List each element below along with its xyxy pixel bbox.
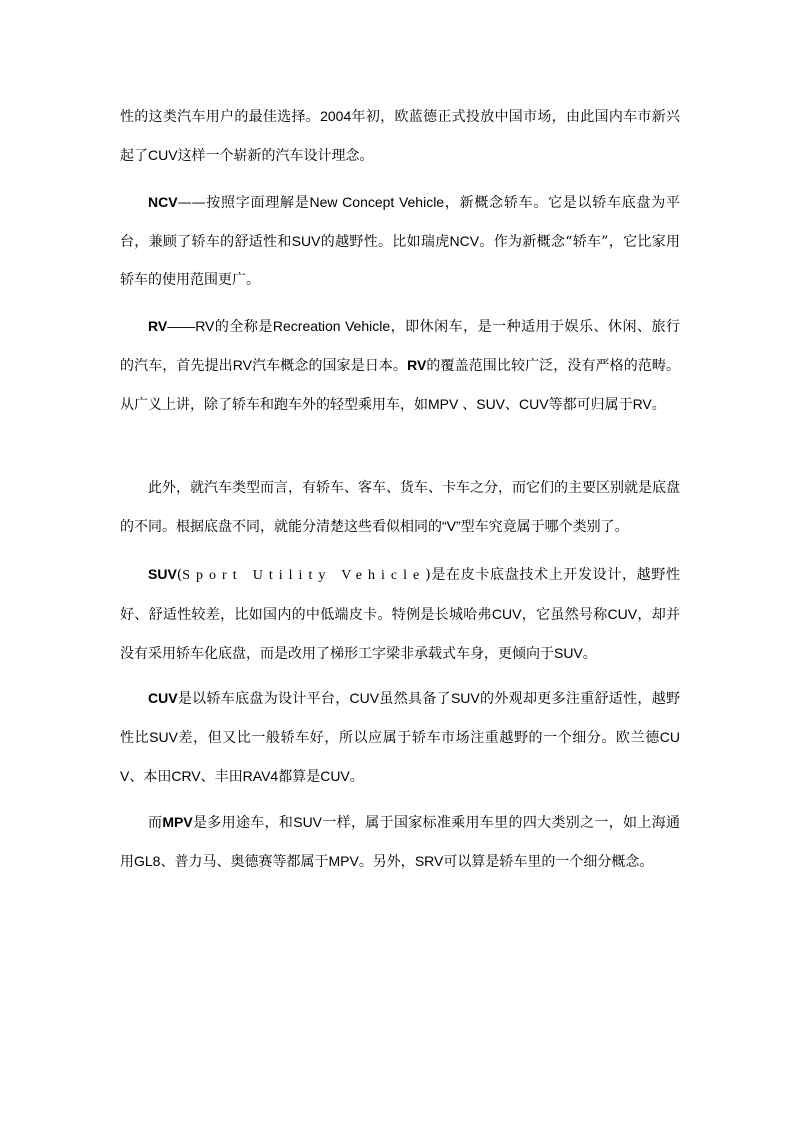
term-rv: RV — [148, 318, 168, 334]
paragraph-rv — [120, 307, 680, 424]
text: 、本田 — [129, 769, 172, 785]
text: “V” — [442, 518, 461, 534]
text: Recreation Vehicle — [272, 318, 391, 334]
text: ，它虽然号称 — [521, 607, 608, 623]
text: 性的这类汽车用户的最佳选择。 — [120, 109, 321, 125]
text: 型车究竟属于哪个类别了。 — [460, 519, 629, 535]
paragraph-suv — [120, 555, 680, 673]
text: ——按照字面理解是 — [177, 195, 310, 211]
text: 一样，属于国家标准乘用车里的四大类别之一，如上海通用 — [120, 815, 681, 870]
text: RV — [407, 357, 427, 373]
text: 的全称是 — [214, 319, 273, 335]
text: ，新概念轿车。它是以轿车底盘为平台，兼顾了轿车的舒适性和 — [120, 195, 681, 250]
text: ，即休闲车，是一种适用于娱乐、休闲、旅行的汽车，首先提出 — [120, 319, 681, 374]
text: SRV — [414, 853, 444, 869]
text: SUV — [554, 645, 583, 661]
text: 都算是 — [278, 769, 321, 785]
term-suv: SUV — [148, 566, 177, 582]
text: 而 — [148, 815, 163, 831]
text: 这样一个崭新的汽车设计理念。 — [177, 148, 374, 164]
text: RV — [632, 396, 652, 412]
text: 年初，欧蓝德正式投放中国市场，由此国内车市新兴起了 — [120, 109, 681, 164]
text: 的外观却更多注重舒适性，越野性比 — [120, 691, 681, 746]
text: SUV — [149, 729, 178, 745]
text: 的越野性。比如瑞虎 — [320, 234, 450, 250]
text: ，却并没有采用轿车化底盘，而是改用了梯形工字梁非承载式车身，更倾向于 — [120, 607, 681, 662]
text: )是在皮卡底盘技术上开发设计，越野性好、舒适性较差，比如国内的中低端皮卡。特例是长城哈弗 — [120, 567, 681, 623]
text: New Concept Vehicle — [309, 194, 445, 210]
text: SUV — [291, 233, 321, 249]
text: 可以算是轿车里的一个细分概念。 — [443, 854, 654, 870]
text: SUV — [293, 814, 323, 830]
text: GL8 — [134, 853, 161, 869]
text: 、普力马、奥德赛等都属于 — [160, 854, 329, 870]
text: 。作为新概念“轿车”，它比家用轿车的使用范围更广。 — [120, 234, 680, 288]
text: 虽然具备了 — [379, 691, 451, 707]
text: CRV — [171, 768, 201, 784]
text: CUV — [148, 147, 178, 163]
paragraph-cuv-intro-continued — [120, 97, 680, 175]
text: CUV — [320, 768, 350, 784]
text: CUV — [607, 606, 638, 622]
text: SUV — [450, 690, 480, 706]
text: 。 — [582, 646, 597, 662]
text: 差，但又比一般轿车好，所以应属于轿车市场注重越野的一个细分。欧兰德 — [177, 730, 660, 746]
text: 此外，就汽车类型而言，有轿车、客车、货车、卡车之分，而它们的主要区别就是底盘的不同。根据底盘不同，就能分清楚这些看似相同的 — [120, 480, 680, 535]
text: MPV — [328, 853, 359, 869]
text: RV — [232, 357, 252, 373]
text: ——RV — [167, 318, 215, 334]
text: 、丰田 — [200, 769, 243, 785]
term-mpv: MPV — [162, 814, 193, 830]
text: NCV — [449, 233, 480, 249]
paragraph-ncv — [120, 183, 680, 299]
term-ncv: NCV — [148, 194, 178, 210]
paragraph-mpv — [120, 803, 680, 881]
text: 是以轿车底盘为设计平台， — [177, 691, 350, 707]
text: 。 — [349, 769, 364, 785]
paragraph-vehicle-types — [120, 469, 680, 546]
text: 是多用途车，和 — [192, 815, 294, 831]
text: MPV 、SUV、CUV — [428, 396, 549, 412]
text: ( — [176, 567, 183, 583]
term-cuv: CUV — [148, 690, 178, 706]
text: 。 — [651, 397, 666, 413]
text: Sport Utility Vehicle — [182, 568, 426, 583]
text: 汽车概念的国家是日本。 — [251, 358, 408, 374]
paragraph-cuv — [120, 679, 680, 796]
text: RAV4 — [242, 768, 279, 784]
text: CUV — [349, 690, 380, 706]
text: 。另外， — [358, 854, 415, 870]
text: 2004 — [320, 108, 352, 124]
text: CUV — [491, 606, 522, 622]
text: 等都可归属于 — [548, 397, 633, 413]
text: CUV — [120, 729, 681, 784]
text: 的覆盖范围比较广泛，没有严格的范畴。从广义上讲，除了轿车和跑车外的轻型乘用车，如 — [120, 358, 681, 413]
